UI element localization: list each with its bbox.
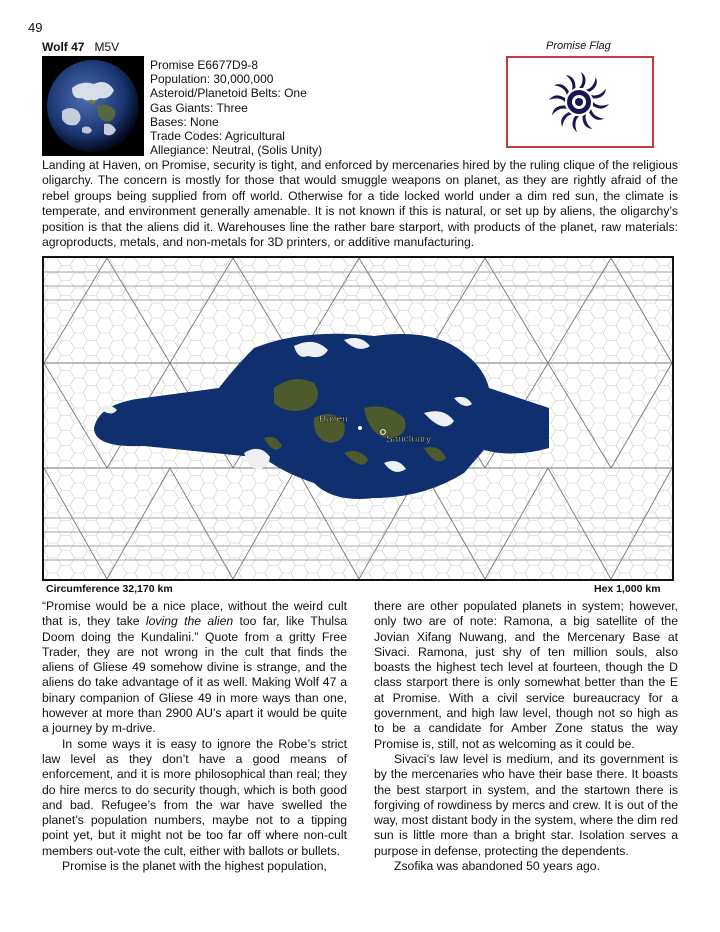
left-column [42, 599, 347, 874]
map-hex-scale: Hex 1,000 km [594, 583, 661, 595]
system-title [42, 40, 119, 54]
map-circumference: Circumference 32,170 km [46, 583, 173, 595]
stat-trade-codes: Trade Codes: Agricultural [150, 129, 285, 144]
left-paragraph-1: “Promise would be a nice place, without the weird cult that is, they take loving the alien too far, like Thulsa Doom doing the Kundalini.” Quote from a gritty Free Trader, they are not wrong in the cult that finds the aliens of Gliese 49 somehow divine is strange, and the aliens do take advantage of it as well. Making Wolf 47 a binary companion of Gliese 49 in more ways than one, however at more than 2900 AU’s apart it would be quite a journey by m-drive. [42, 599, 347, 736]
haven-marker [358, 426, 362, 430]
intro-paragraph: Landing at Haven, on Promise, security is tight, and enforced by mercenaries hired by the ruling clique of the religious oligarchy. The concern is mostly for those that would smuggle weapons on planet, as they are rightly afraid of the rebel groups being supplied from off world. Otherwise for a tide locked world under a dim red sun, the climate is temperate, and environment generally amenable. It is not known if this is natural, or set up by aliens, the oligarchy’s position is that the aliens did it. Warehouses line the rather bare starport, with products of the planet, raw materials: agroproducts, metals, and non-metals for 3D printers, or additive manufacturing. [42, 158, 678, 250]
page-number: 49 [28, 20, 43, 35]
flag-box [506, 56, 654, 148]
spiral-sun-icon [508, 58, 652, 146]
stat-population: Population: 30,000,000 [150, 72, 274, 87]
stat-gas-giants: Gas Giants: Three [150, 100, 248, 115]
left-paragraph-2: In some ways it is easy to ignore the Robe’s strict law level as they don’t have a good means of enforcement, and it is more philosophical than real; they do hire mercs to do security though, which is both good and bad. Refugee’s from the war have swelled the planet’s population numbers, maybe not to a tipping point yet, but it might not be too far off where non-cult members out-vote the cult, either with ballots or bullets. [42, 736, 347, 858]
right-paragraph-1: there are other populated planets in system; however, only two are of note: Ramona, a big satellite of the Jovian Xifang Nuwang, and the Mercenary Base at Sivaci. Ramona, just shy of ten million souls, also boasts the highest tech level at fourteen, though the D class starport there is only somewhat better than the E at Promise. With a civil service bureaucracy for a government, and high law level, though not so high as to be a candidate for Amber Zone status the way Promise is, still, not as welcoming as it could be. [374, 599, 678, 751]
star-type: M5V [94, 40, 120, 54]
haven-label: Haven [319, 414, 348, 425]
right-paragraph-2: Sivaci’s law level is medium, and its government is by the mercenaries who have their base there. It boasts the best starport in system, and the startown there is forgiving of rowdiness by mercs and crew. It is out of the way, most distant body in the system, where the dim red sun is little more than a bright star. Isolation serves a purpose in defense, protecting the dependents. [374, 751, 678, 858]
world-map [42, 256, 674, 581]
sanctuary-label: Sanctuary [386, 434, 432, 445]
flag-caption: Promise Flag [546, 40, 611, 52]
right-paragraph-3: Zsofika was abandoned 50 years ago. [394, 859, 600, 874]
system-name: Wolf 47 [42, 40, 85, 54]
stat-bases: Bases: None [150, 114, 219, 129]
stat-uwp: Promise E6677D9-8 [150, 58, 259, 72]
right-column [374, 599, 678, 874]
planet-stats [150, 58, 322, 157]
stat-allegiance: Allegiance: Neutral, (Solis Unity) [150, 143, 323, 158]
stat-belts: Asteroid/Planetoid Belts: One [150, 86, 307, 101]
planet-image [42, 56, 144, 156]
left-paragraph-3: Promise is the planet with the highest population, [62, 859, 327, 874]
